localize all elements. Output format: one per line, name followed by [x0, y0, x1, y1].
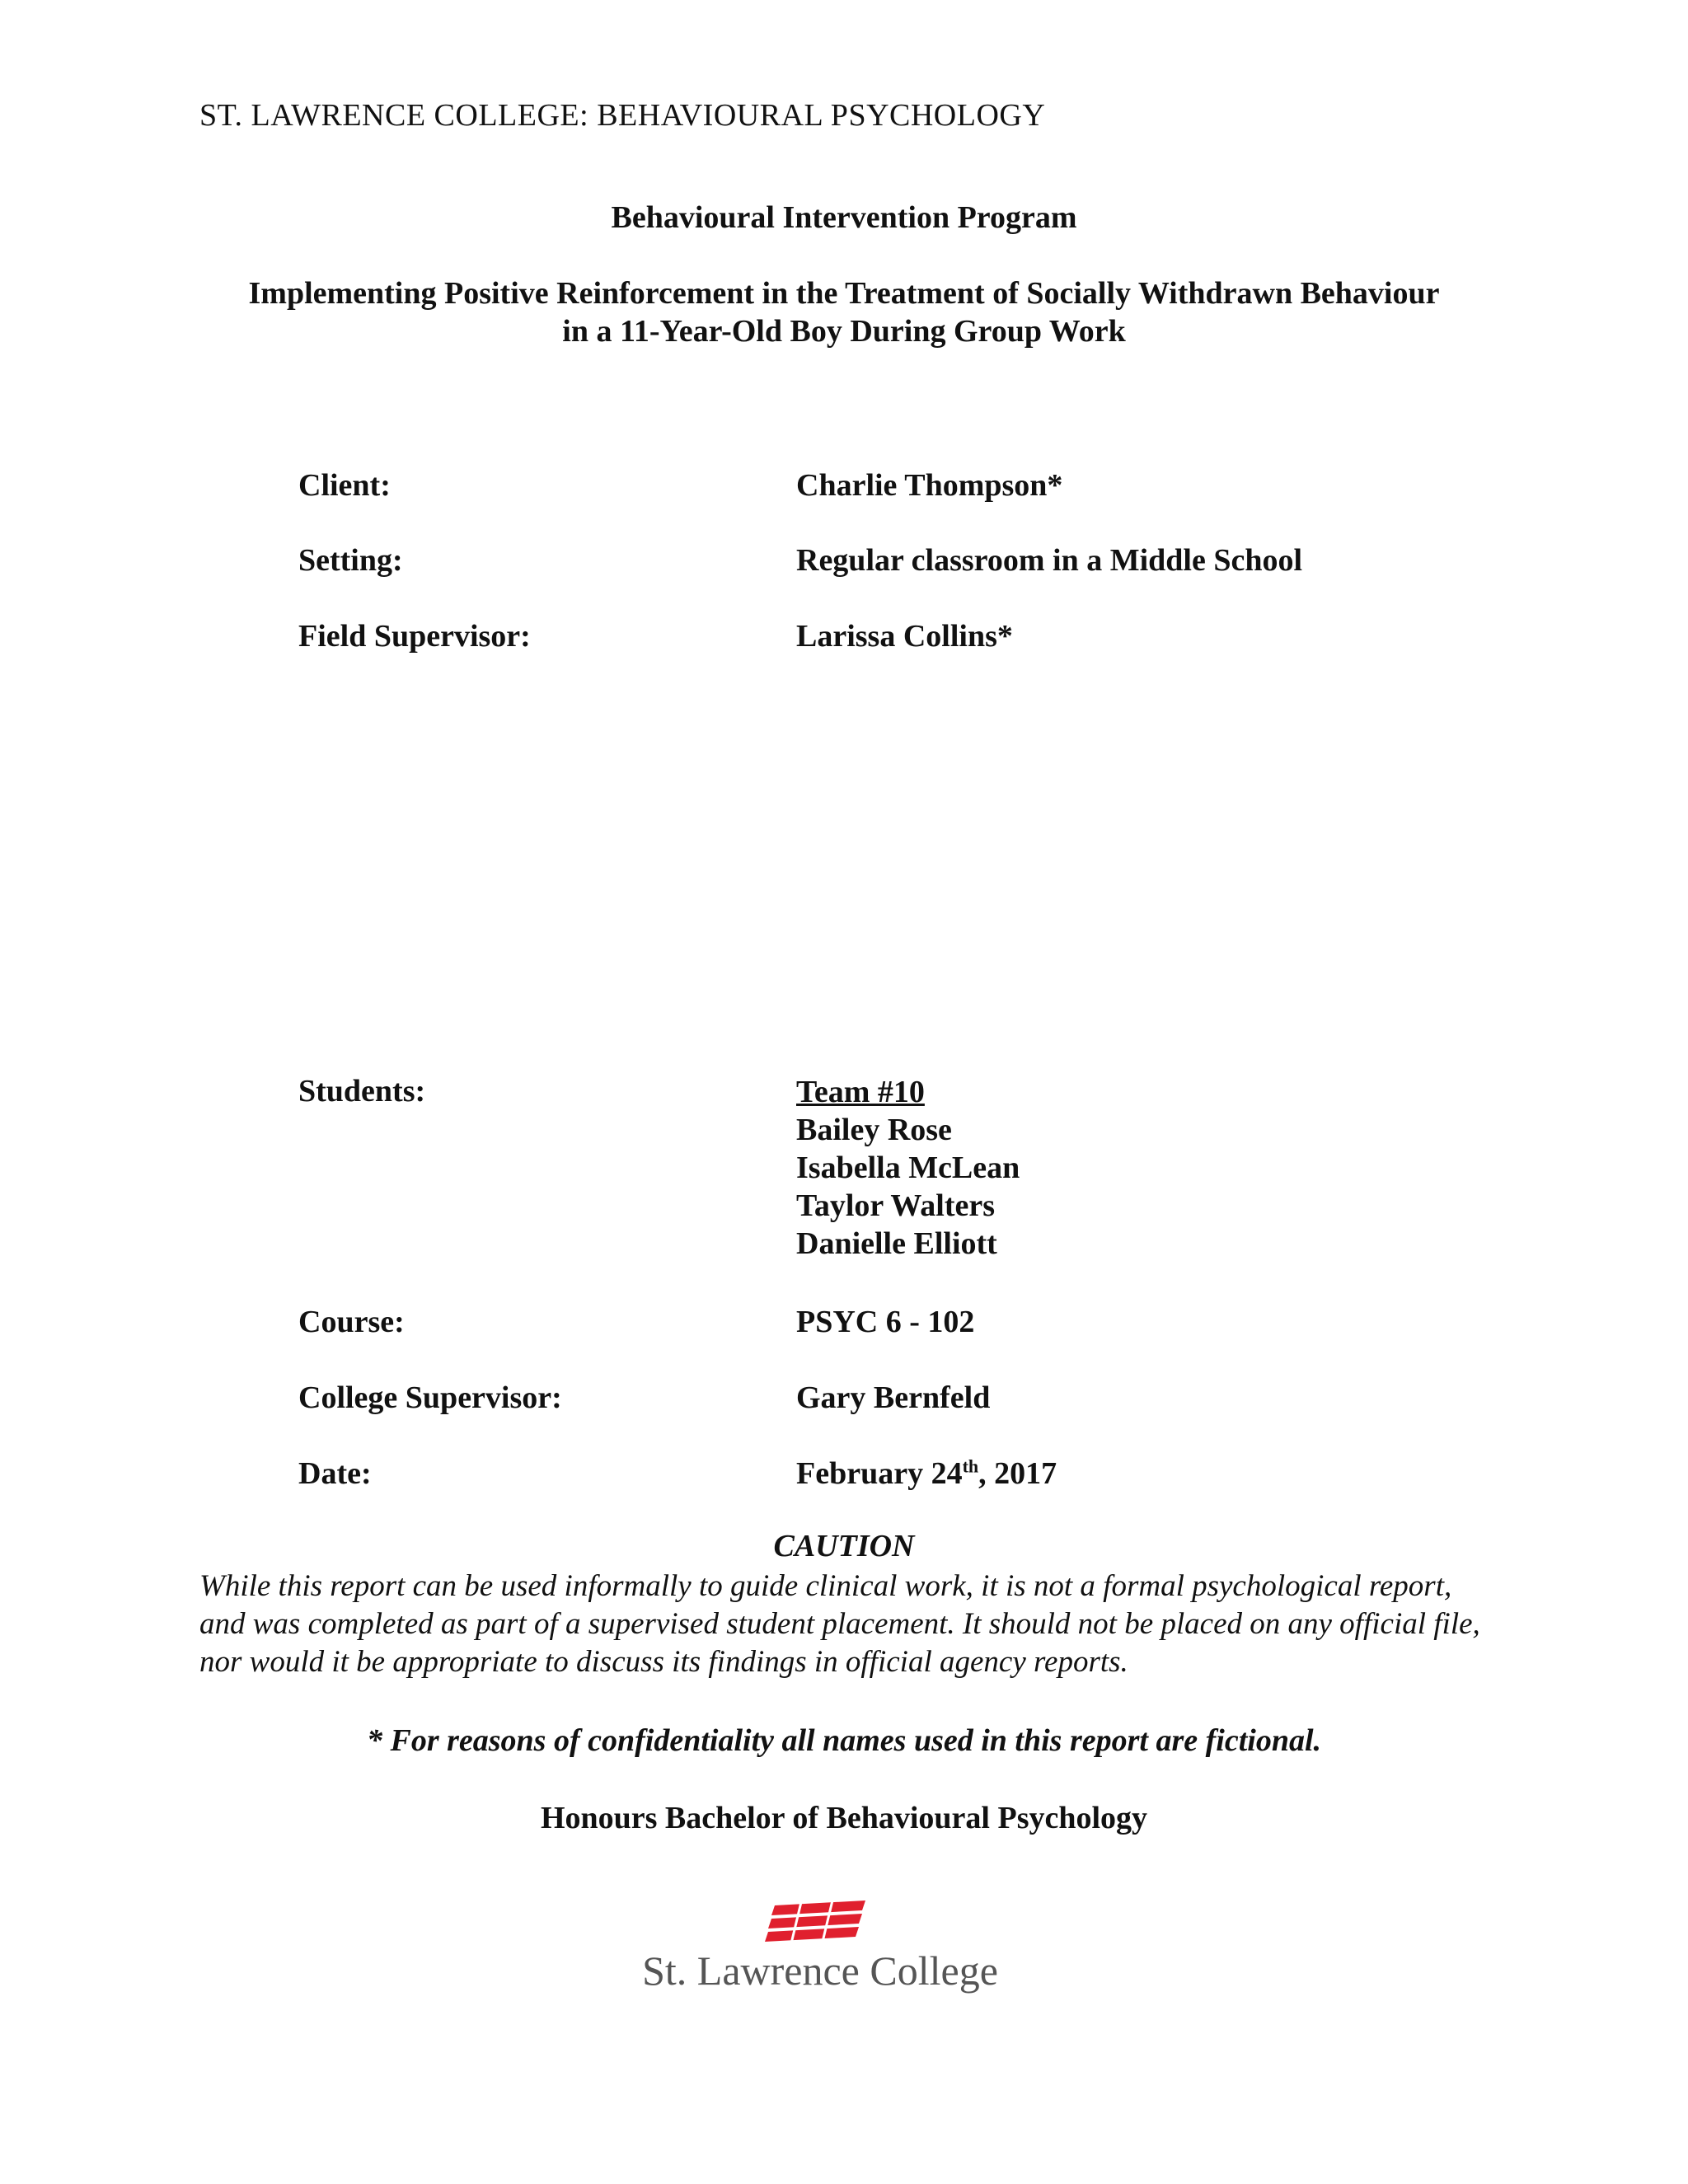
date-label: Date: — [298, 1456, 372, 1491]
report-title-line-1: Implementing Positive Reinforcement in the Treatment of Socially Withdrawn Behaviour — [248, 276, 1440, 311]
college-supervisor-value: Gary Bernfeld — [796, 1380, 991, 1415]
student-name: Danielle Elliott — [796, 1226, 997, 1261]
degree-title: Honours Bachelor of Behavioural Psychology — [540, 1801, 1148, 1835]
student-name: Isabella McLean — [796, 1151, 1020, 1185]
college-header: ST. LAWRENCE COLLEGE: BEHAVIOURAL PSYCHOLOGY — [199, 98, 1046, 133]
student-name: Taylor Walters — [796, 1188, 996, 1223]
date-year: , 2017 — [978, 1456, 1057, 1491]
college-logo — [626, 1896, 1014, 1994]
college-supervisor-label: College Supervisor: — [298, 1380, 562, 1415]
date-suffix: th — [962, 1455, 979, 1477]
report-title-line-2: in a 11-Year-Old Boy During Group Work — [562, 314, 1126, 349]
date-month-day: February 24 — [796, 1456, 963, 1491]
confidentiality-note: * For reasons of confidentiality all names used in this report are fictional. — [366, 1723, 1322, 1758]
student-name: Bailey Rose — [796, 1113, 952, 1147]
logo-wordmark: St. Lawrence College — [642, 1947, 998, 1994]
team-name: Team #10 — [796, 1075, 925, 1109]
setting-value: Regular classroom in a Middle School — [796, 543, 1303, 578]
client-label: Client: — [298, 468, 391, 503]
report-title — [0, 274, 1688, 350]
course-value: PSYC 6 - 102 — [796, 1305, 975, 1339]
course-label: Course: — [298, 1305, 405, 1339]
flag-icon — [765, 1900, 865, 1943]
date-value — [796, 1455, 1057, 1492]
setting-label: Setting: — [298, 543, 403, 578]
caution-text: While this report can be used informally to guide clinical work, it is not a formal psychological report, and was completed as part of a supervised student placement. It should not be placed on any official file, nor would it be appropriate to discuss its findings in official agency reports. — [199, 1569, 1480, 1679]
program-title: Behavioural Intervention Program — [611, 200, 1077, 235]
caution-title: CAUTION — [773, 1529, 915, 1563]
field-supervisor-label: Field Supervisor: — [298, 619, 531, 654]
students-label: Students: — [298, 1074, 426, 1108]
client-value: Charlie Thompson* — [796, 468, 1063, 503]
field-supervisor-value: Larissa Collins* — [796, 619, 1013, 654]
students-list — [796, 1073, 1020, 1263]
